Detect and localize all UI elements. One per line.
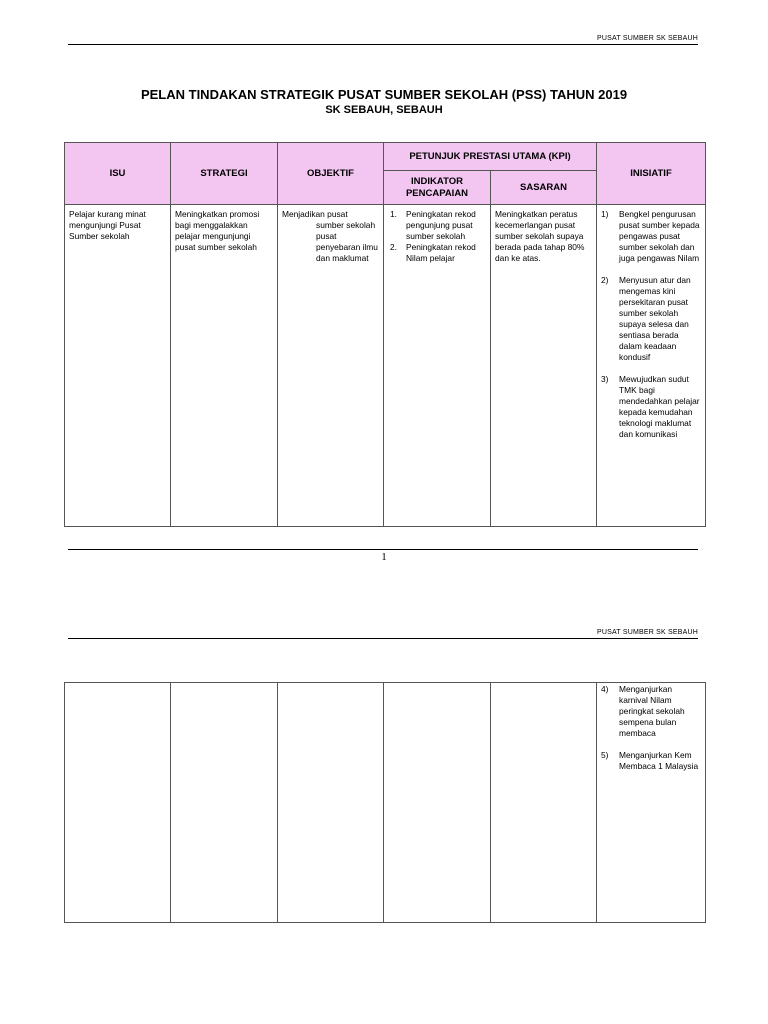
header-kpi: PETUNJUK PRESTASI UTAMA (KPI) [384,143,597,171]
cell-sasaran: Meningkatkan peratus kecemerlangan pusat sumber sekolah supaya berada pada tahap 80% dan ke atas. [491,205,597,527]
list-item: 2. Peningkatan rekod Nilam pelajar [390,242,476,263]
objektif-rest: sumber sekolah pusat penyebaran ilmu dan maklumat [316,220,378,263]
cell-isu-empty [65,683,171,923]
header-strategi: STRATEGI [171,143,278,205]
list-item: 1. Peningkatan rekod pengunjung pusat sumber sekolah [390,209,476,241]
header-rule [68,638,698,639]
strategic-plan-table [64,142,706,527]
list-item: 2) Menyusun atur dan mengemas kini persekitaran pusat sumber sekolah supaya selesa dan sentiasa berada dalam keadaan kondusif [601,275,691,362]
header-objektif: OBJEKTIF [278,143,384,205]
header-indikator: INDIKATOR PENCAPAIAN [384,171,491,205]
document-subtitle: SK SEBAUH, SEBAUH [325,104,443,116]
page-header-tag: PUSAT SUMBER SK SEBAUH [597,629,698,636]
header-rule [68,44,698,45]
cell-inisiatif-continued [597,683,706,923]
header-inisiatif: INISIATIF [597,143,706,205]
list-item: 1) Bengkel pengurusan pusat sumber kepada pengawas pusat sumber sekolah dan juga pengawas Nilam [601,209,700,263]
list-item: 5) Menganjurkan Kem Membaca 1 Malaysia [601,750,699,771]
page-number: 1 [381,551,387,563]
cell-strategi: Meningkatkan promosi bagi menggalakkan pelajar mengunjungi pusat sumber sekolah [171,205,278,527]
page-header-tag: PUSAT SUMBER SK SEBAUH [597,35,698,42]
cell-sasaran-empty [491,683,597,923]
footer-rule [68,549,698,550]
list-item: 3) Mewujudkan sudut TMK bagi mendedahkan pelajar kepada kemudahan teknologi maklumat dan komunikasi [601,374,700,439]
cell-inisiatif [597,205,706,527]
cell-indikator-empty [384,683,491,923]
continued-plan-table [64,682,706,923]
cell-strategi-empty [171,683,278,923]
cell-isu: Pelajar kurang minat mengunjungi Pusat Sumber sekolah [65,205,171,527]
list-item: 4) Menganjurkan karnival Nilam peringkat sekolah sempena bulan membaca [601,684,685,738]
document-title: PELAN TINDAKAN STRATEGIK PUSAT SUMBER SEKOLAH (PSS) TAHUN 2019 [140,87,628,102]
header-sasaran: SASARAN [491,171,597,205]
cell-indikator [384,205,491,527]
cell-objektif-empty [278,683,384,923]
cell-objektif [278,205,384,527]
objektif-lead: Menjadikan pusat [282,209,348,219]
header-isu: ISU [65,143,171,205]
